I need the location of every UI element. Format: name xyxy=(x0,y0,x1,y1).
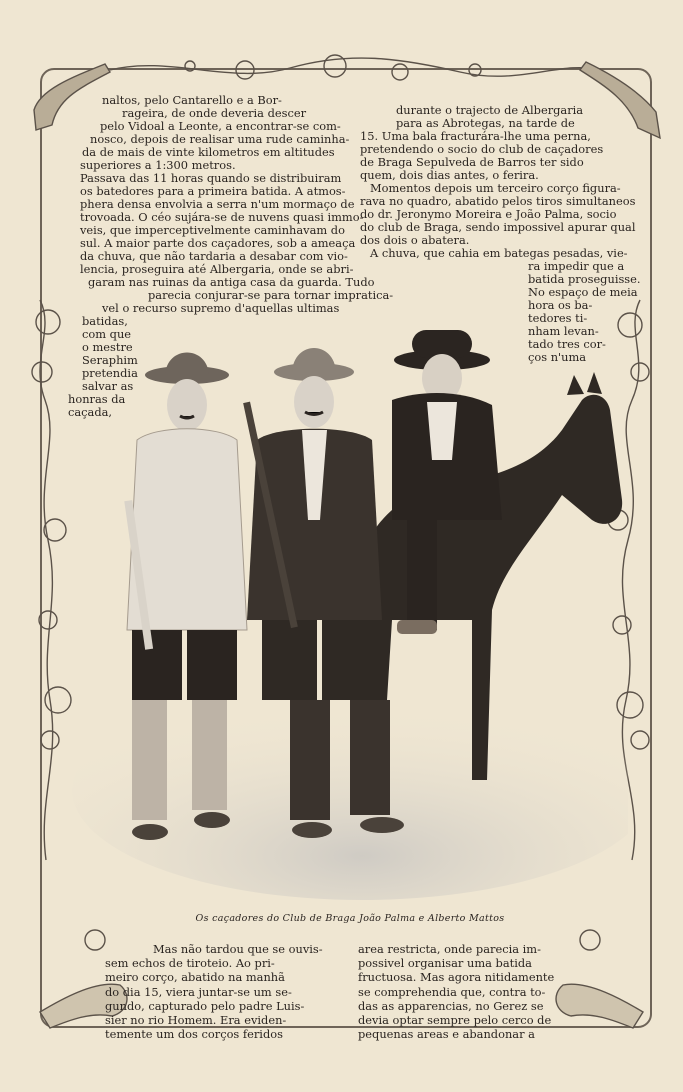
text-line: Mas não tardou que se ouvis- xyxy=(153,942,323,956)
text-line: possivel organisar uma batida xyxy=(358,956,532,971)
text-line: parecia conjurar-se para tornar impratica- xyxy=(148,288,394,302)
text-line: ra impedir que a xyxy=(528,259,625,273)
text-line: Passava das 11 horas quando se distribuiram xyxy=(80,171,342,185)
text-line: devia optar sempre pelo cerco de xyxy=(358,1013,552,1028)
text-line: naltos, pelo Cantarello e a Bor- xyxy=(102,93,282,107)
text-line: nham levan- xyxy=(528,324,599,338)
text-line: do dr. Jeronymo Moreira e João Palma, socio xyxy=(360,207,617,221)
text-line: dos dois o abatera. xyxy=(360,233,470,247)
text-line: tado tres cor- xyxy=(528,337,606,351)
text-line: trovoada. O céo sujára-se de nuvens quasi immo- xyxy=(80,210,364,224)
text-line: se comprehendia que, contra to- xyxy=(358,984,546,999)
text-line: sier no rio Homem. Era eviden- xyxy=(105,1013,287,1028)
text-line: meiro corço, abatido na manhã xyxy=(105,970,285,985)
text-line: gundo, capturado pelo padre Luis- xyxy=(105,998,305,1013)
text-line: os batedores para a primeira batida. A atmos- xyxy=(80,184,346,198)
text-line: vel o recurso supremo d'aquellas ultimas xyxy=(102,301,340,315)
text-line: ços n'uma xyxy=(528,350,587,364)
text-line: hora os ba- xyxy=(528,298,593,312)
text-line: sul. A maior parte dos caçadores, sob a ameaça xyxy=(80,236,356,250)
text-line: fructuosa. Mas agora nitidamente xyxy=(358,970,555,985)
bottom-right-column xyxy=(358,942,578,1041)
text-line: quem, dois dias antes, o ferira. xyxy=(360,168,539,182)
text-line: tedores ti- xyxy=(528,311,588,325)
text-line: 15. Uma bala fracturára-lhe uma perna, xyxy=(360,129,591,143)
text-line: sem echos de tiroteio. Ao pri- xyxy=(105,956,275,971)
text-line: rava no quadro, abatido pelos tiros simultaneos xyxy=(360,194,636,208)
text-line: durante o trajecto de Albergaria xyxy=(396,103,584,117)
text-line: salvar as xyxy=(82,379,134,393)
text-line: lencia, proseguira até Albergaria, onde se abri- xyxy=(80,262,354,276)
text-line: A chuva, que cahia em bategas pesadas, vie- xyxy=(370,246,628,260)
text-line: de Braga Sepulveda de Barros ter sido xyxy=(360,155,584,169)
text-line: phera densa envolvia a serra n'um mormaço de xyxy=(80,197,355,211)
text-line: das as apparencias, no Gerez se xyxy=(358,998,544,1013)
text-line: pelo Vidoal a Leonte, a encontrar-se com- xyxy=(100,119,341,133)
text-line: garam nas ruinas da antiga casa da guarda. Tudo xyxy=(88,275,375,289)
text-line: o mestre xyxy=(82,340,133,354)
bottom-left-column xyxy=(105,942,345,1041)
text-line: caçada, xyxy=(68,405,113,419)
text-line: No espaço de meia xyxy=(528,285,638,299)
text-line: superiores a 1:300 metros. xyxy=(80,158,236,172)
text-line: do dia 15, viera juntar-se um se- xyxy=(105,984,292,999)
text-line: Momentos depois um terceiro corço figura- xyxy=(370,181,621,195)
photo-caption: Os caçadores do Club de Braga João Palma e Alberto Mattos xyxy=(195,913,505,924)
text-line: do club de Braga, sendo impossivel apurar qual xyxy=(360,220,636,234)
text-line: batida proseguisse. xyxy=(528,272,641,286)
text-line: para as Abrotegas, na tarde de xyxy=(396,116,575,130)
text-line: Seraphim xyxy=(82,353,138,367)
text-line: temente um dos corços feridos xyxy=(105,1027,283,1042)
hunters-photograph xyxy=(62,320,628,900)
text-line: pequenas areas e abandonar a xyxy=(358,1027,535,1042)
text-line: da de mais de vinte kilometros em altitudes xyxy=(82,145,335,159)
text-line: da chuva, que não tardaria a desabar com vio- xyxy=(80,249,348,263)
text-line: pretendia xyxy=(82,366,138,380)
text-line: area restricta, onde parecia im- xyxy=(358,942,541,956)
text-line: batidas, xyxy=(82,314,128,328)
text-line: nosco, depois de realisar uma rude caminha- xyxy=(90,132,350,146)
text-line: com que xyxy=(82,327,132,341)
text-line: honras da xyxy=(68,392,126,406)
text-line: pretendendo o socio do club de caçadores xyxy=(360,142,604,156)
text-line: rageira, de onde deveria descer xyxy=(122,106,307,120)
text-line: veis, que imperceptivelmente caminhavam do xyxy=(80,223,345,237)
